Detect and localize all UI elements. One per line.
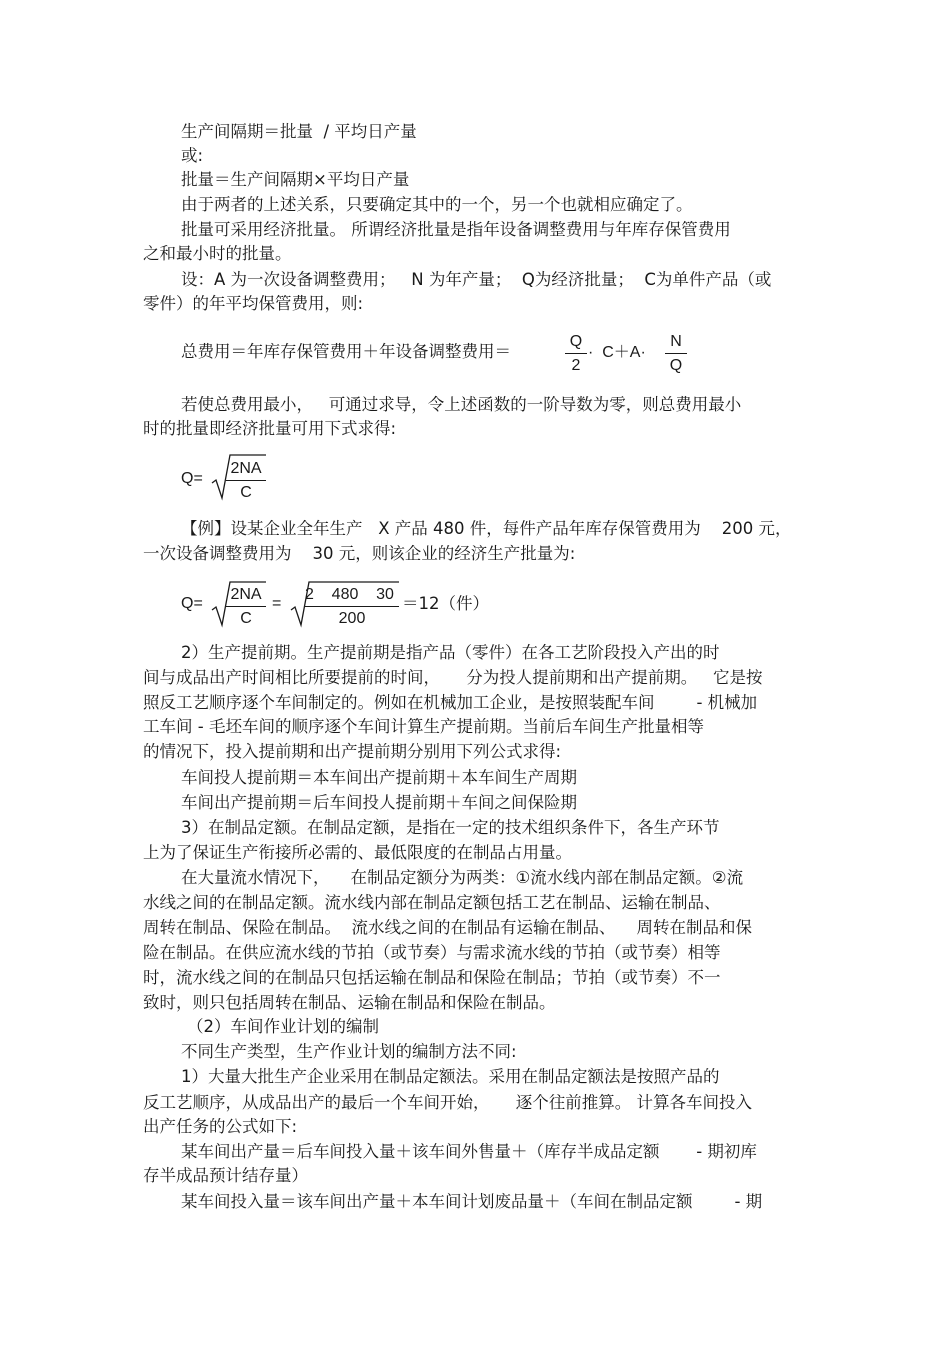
text-line: 存半成品预计结存量） bbox=[143, 1166, 308, 1185]
fraction-denominator: 200 bbox=[338, 610, 366, 627]
text-line: 一次设备调整费用为 30 元，则该企业的经济生产批量为: bbox=[143, 544, 576, 563]
text-line: 致时，则只包括周转在制品、运输在制品和保险在制品。 bbox=[143, 993, 556, 1012]
text-line: 若使总费用最小， 可通过求导，令上述函数的一阶导数为零，则总费用最小 bbox=[181, 395, 742, 414]
text-line: 出产任务的公式如下: bbox=[143, 1117, 298, 1136]
text-line: 3）在制品定额。在制品定额，是指在一定的技术组织条件下，各生产环节 bbox=[181, 818, 720, 837]
fraction-denominator: C bbox=[240, 610, 252, 627]
text-line: 车间投人提前期＝本车间出产提前期＋本车间生产周期 bbox=[181, 768, 577, 787]
text-line: 上为了保证生产衔接所必需的、最低限度的在制品占用量。 bbox=[143, 843, 572, 862]
text-line: 零件）的年平均保管费用，则: bbox=[143, 294, 364, 313]
text-line: 1）大量大批生产企业采用在制品定额法。采用在制品定额法是按照产品的 bbox=[181, 1067, 720, 1086]
fraction-numerator: 2 480 30 bbox=[305, 586, 394, 603]
text-line: 时，流水线之间的在制品只包括运输在制品和保险在制品；节拍（或节奏）不一 bbox=[143, 968, 721, 987]
equals-sign: = bbox=[272, 595, 282, 612]
fraction-numerator: 2NA bbox=[230, 460, 262, 477]
text-line: 由于两者的上述关系，只要确定其中的一个，另一个也就相应确定了。 bbox=[181, 195, 693, 214]
fraction-numerator: Q bbox=[569, 333, 583, 350]
text-line: 2）生产提前期。生产提前期是指产品（零件）在各工艺阶段投入产出的时 bbox=[181, 643, 720, 662]
text-line: 或: bbox=[181, 146, 204, 165]
text-line: 批量＝生产间隔期×平均日产量 bbox=[181, 170, 410, 189]
fraction-bar bbox=[226, 606, 266, 607]
text-line: 时的批量即经济批量可用下式求得: bbox=[143, 419, 397, 438]
fraction-denominator: Q bbox=[669, 357, 683, 374]
formula-lhs: Q= bbox=[181, 470, 203, 487]
fraction-denominator: 2 bbox=[571, 357, 581, 374]
text-line: 某车间投入量＝该车间出产量＋本车间计划废品量＋（车间在制品定额 - 期 bbox=[181, 1192, 763, 1211]
text-line: 设：A 为一次设备调整费用； N 为年产量； Q为经济批量； C为单件产品（或 bbox=[181, 270, 772, 289]
text-line: 【例】设某企业全年生产 X 产品 480 件，每件产品年库存保管费用为 200 元， bbox=[181, 519, 792, 538]
text-line: 不同生产类型，生产作业计划的编制方法不同: bbox=[181, 1042, 517, 1061]
formula-lhs: Q= bbox=[181, 595, 203, 612]
text-line: 间与成品出产时间相比所要提前的时间， 分为投人提前期和出产提前期。 它是按 bbox=[143, 668, 763, 687]
text-line: 工车间 - 毛坯车间的顺序逐个车间计算生产提前期。当前后车间生产批量相等 bbox=[143, 717, 704, 736]
fraction-numerator: 2NA bbox=[230, 586, 262, 603]
text-line: 照反工艺顺序逐个车间制定的。例如在机械加工企业，是按照装配车间 - 机械加 bbox=[143, 693, 758, 712]
total-cost-formula-label: 总费用＝年库存保管费用＋年设备调整费用＝ bbox=[181, 342, 511, 361]
text-line: 车间出产提前期＝后车间投人提前期＋车间之间保险期 bbox=[181, 793, 577, 812]
text-line: 反工艺顺序，从成品出产的最后一个车间开始， 逐个往前推算。 计算各车间投入 bbox=[143, 1093, 752, 1112]
text-line: 批量可采用经济批量。 所谓经济批量是指年设备调整费用与年库存保管费用 bbox=[181, 220, 731, 239]
section-heading: （2）车间作业计划的编制 bbox=[187, 1017, 379, 1036]
text-line: 周转在制品、保险在制品。 流水线之间的在制品有运输在制品、 周转在制品和保 bbox=[143, 918, 752, 937]
fraction-bar bbox=[305, 606, 399, 607]
formula-result: ＝12（件） bbox=[402, 594, 489, 613]
text-line: 生产间隔期＝批量 / 平均日产量 bbox=[181, 122, 417, 141]
text-line: 水线之间的在制品定额。流水线内部在制品定额包括工艺在制品、运输在制品、 bbox=[143, 893, 721, 912]
formula-middle: · C＋A· bbox=[588, 344, 646, 361]
text-line: 某车间出产量＝后车间投入量＋该车间外售量＋（库存半成品定额 - 期初库 bbox=[181, 1142, 757, 1161]
fraction-bar bbox=[665, 353, 687, 354]
fraction-denominator: C bbox=[240, 484, 252, 501]
text-line: 险在制品。在供应流水线的节拍（或节奏）与需求流水线的节拍（或节奏）相等 bbox=[143, 943, 721, 962]
text-line: 之和最小时的批量。 bbox=[143, 244, 292, 263]
text-line: 在大量流水情况下， 在制品定额分为两类：①流水线内部在制品定额。②流 bbox=[181, 868, 744, 887]
fraction-numerator: N bbox=[670, 333, 682, 350]
fraction-bar bbox=[226, 480, 266, 481]
fraction-bar bbox=[565, 353, 587, 354]
text-line: 的情况下，投入提前期和出产提前期分别用下列公式求得: bbox=[143, 742, 562, 761]
